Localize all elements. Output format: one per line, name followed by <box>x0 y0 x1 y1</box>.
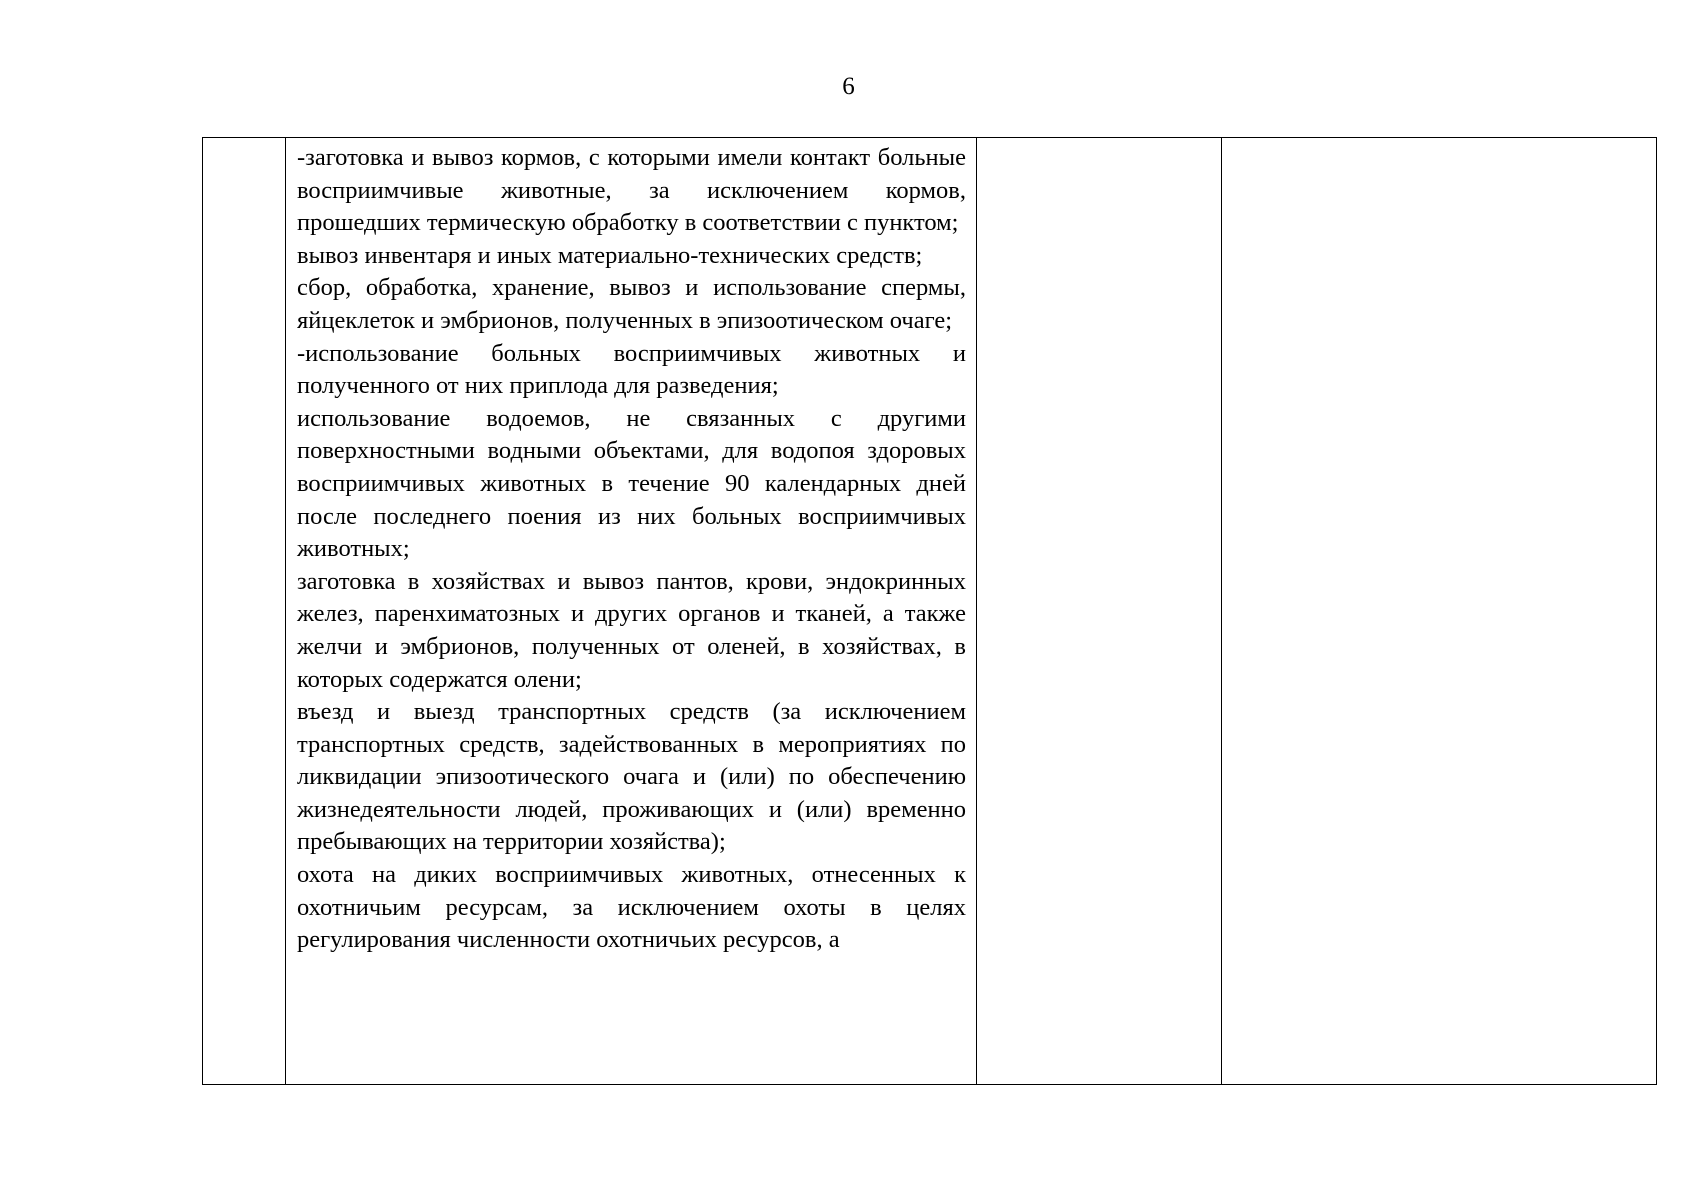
measure-item: вывоз инвентаря и иных материально-технических средств; <box>297 241 923 269</box>
page-number: 6 <box>842 73 855 100</box>
measures-text <box>286 138 976 957</box>
empty-cell <box>977 138 1222 1085</box>
measure-item: -заготовка и вывоз кормов, с которыми имели контакт больные восприимчивые животные, за исключением кормов, прошедших термическую обработку в соответствии с пунктом; <box>297 144 966 237</box>
measure-item: сбор, обработка, хранение, вывоз и использование спермы, яйцеклеток и эмбрионов, полученных в эпизоотическом очаге; <box>297 274 966 334</box>
measure-item: въезд и выезд транспортных средств (за исключением транспортных средств, задействованных в мероприятиях по ликвидации эпизоотического очага и (или) по обеспечению жизнедеятельности людей, проживающих и (или) временно пребывающих на территории хозяйства); <box>297 698 966 856</box>
measure-item: -использование больных восприимчивых животных и полученного от них приплода для разведения; <box>297 339 966 400</box>
measures-cell <box>286 138 977 1085</box>
restrictions-table <box>202 137 1657 1085</box>
empty-cell <box>1222 138 1657 1085</box>
measure-item: использование водоемов, не связанных с другими поверхностными водными объектами, для водопоя здоровых восприимчивых животных в течение 90 календарных дней после последнего поения из них больных восприимчивых животных; <box>297 404 966 563</box>
number-cell <box>203 138 286 1085</box>
measure-item: охота на диких восприимчивых животных, отнесенных к охотничьим ресурсам, за исключением охоты в целях регулирования численности охотничьих ресурсов, а <box>297 861 966 954</box>
measure-item: заготовка в хозяйствах и вывоз пантов, крови, эндокринных желез, паренхиматозных и других органов и тканей, а также желчи и эмбрионов, полученных от оленей, в хозяйствах, в которых содержатся олени; <box>297 567 966 693</box>
table-row <box>203 138 1657 1085</box>
